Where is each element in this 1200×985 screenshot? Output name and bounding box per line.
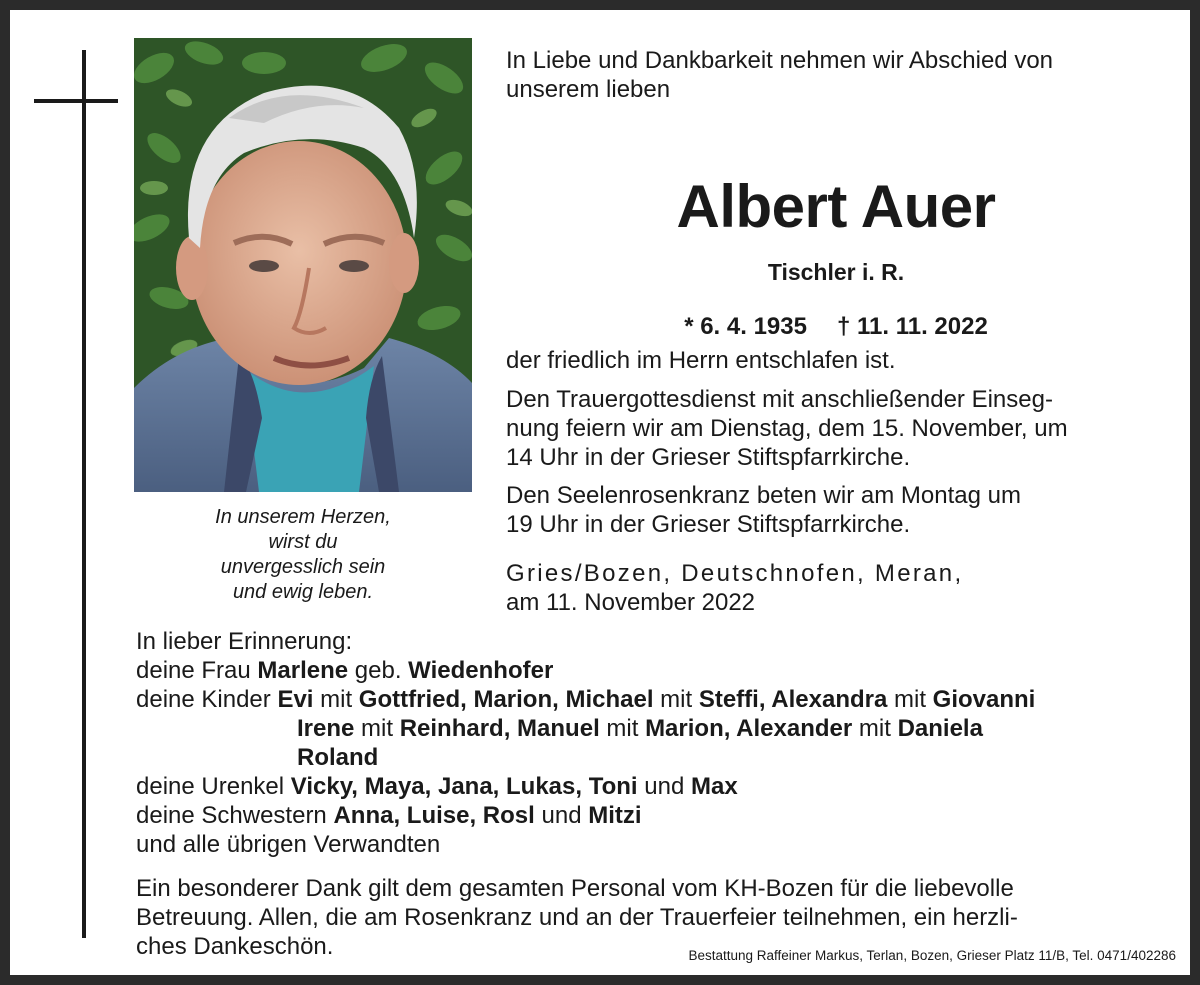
mourner-relation: mit [887,686,933,713]
poem-line: und ewig leben. [232,581,374,603]
funeral-line: 14 Uhr in der Grieser Stiftspfarrkirche. [506,444,911,471]
profession: Tischler i. R. [767,259,905,285]
funeral-line: nung feiern wir am Dienstag, dem 15. November, um [506,415,1068,442]
mourner-name: Evi [277,686,314,713]
cross-icon-bar [34,99,118,103]
mourner-line [136,743,1176,772]
mourner-relation: mit [653,686,699,713]
mourner-name: Vicky, Maya, Jana, Lukas, Toni [290,773,638,800]
mourner-name: Reinhard, Manuel [399,715,600,742]
mourner-relation: mit [313,686,359,713]
mourner-line [136,656,1176,685]
thanks-line: Betreuung. Allen, die am Rosenkranz und an der Trauerfeier teilnehmen, ein herzli- [136,904,1018,931]
death-date: † 11. 11. 2022 [836,313,988,340]
intro-line: unserem lieben [506,76,671,103]
poem-line: wirst du [268,531,338,553]
mourner-name: Gottfried, Marion, Michael [358,686,654,713]
intro-text [506,46,1166,104]
obituary-notice [10,10,1190,975]
mourner-line [136,801,1176,830]
mourners-heading: In lieber Erinnerung: [136,628,353,655]
mourners-list [136,627,1176,859]
mourner-name: Irene [297,715,355,742]
mourner-line [136,685,1176,714]
mourner-relation: geb. [348,657,409,684]
funeral-line: Den Trauergottesdienst mit anschließender Einseg- [506,386,1053,413]
portrait-photo [134,38,472,492]
rosary-line: 19 Uhr in der Grieser Stiftspfarrkirche. [506,511,911,538]
mourner-relation: deine Kinder [136,686,278,713]
mourner-name: Giovanni [932,686,1036,713]
mourner-name: Roland [297,744,379,771]
poem [140,505,466,605]
cross-icon [82,50,86,938]
birth-date: * 6. 4. 1935 [684,313,807,340]
mourner-relation: und [637,773,691,800]
mourner-line [136,714,1176,743]
intro-line: In Liebe und Dankbarkeit nehmen wir Abschied von [506,47,1054,74]
mourner-relation: mit [852,715,898,742]
mourner-name: Steffi, Alexandra [698,686,888,713]
mourner-name: Marlene [257,657,349,684]
rosary-line: Den Seelenrosenkranz beten wir am Montag um [506,482,1021,509]
mourner-relation: und alle übrigen Verwandten [136,831,441,858]
date-line: am 11. November 2022 [506,589,756,616]
passed-text: der friedlich im Herrn entschlafen ist. [506,347,896,374]
mourner-line [136,830,1176,859]
mourner-relation: mit [599,715,646,742]
poem-line: unvergesslich sein [220,556,386,578]
undertaker-info: Bestattung Raffeiner Markus, Terlan, Bozen, Grieser Platz 11/B, Tel. 0471/402286 [688,948,1176,963]
life-dates [506,312,1166,341]
mourner-relation: deine Urenkel [136,773,291,800]
mourner-relation: und [534,802,589,829]
mourner-name: Daniela [897,715,983,742]
mourner-name: Anna, Luise, Rosl [333,802,535,829]
mourner-relation: deine Schwestern [136,802,334,829]
rosary-text [506,481,1166,539]
mourner-line [136,772,1176,801]
mourner-lines [136,656,1176,859]
mourner-relation: deine Frau [136,657,258,684]
mourner-relation: mit [354,715,400,742]
thanks-line: Ein besonderer Dank gilt dem gesamten Personal vom KH-Bozen für die liebevolle [136,875,1014,902]
poem-line: In unserem Herzen, [215,506,391,528]
funeral-service-text [506,385,1166,472]
place-line: Gries/Bozen, Deutschnofen, Meran, [506,560,964,587]
mourner-name: Wiedenhofer [408,657,554,684]
thanks-line: ches Dankeschön. [136,933,334,960]
mourner-name: Mitzi [588,802,642,829]
deceased-name: Albert Auer [676,173,996,240]
mourner-name: Max [690,773,738,800]
mourner-name: Marion, Alexander [645,715,853,742]
